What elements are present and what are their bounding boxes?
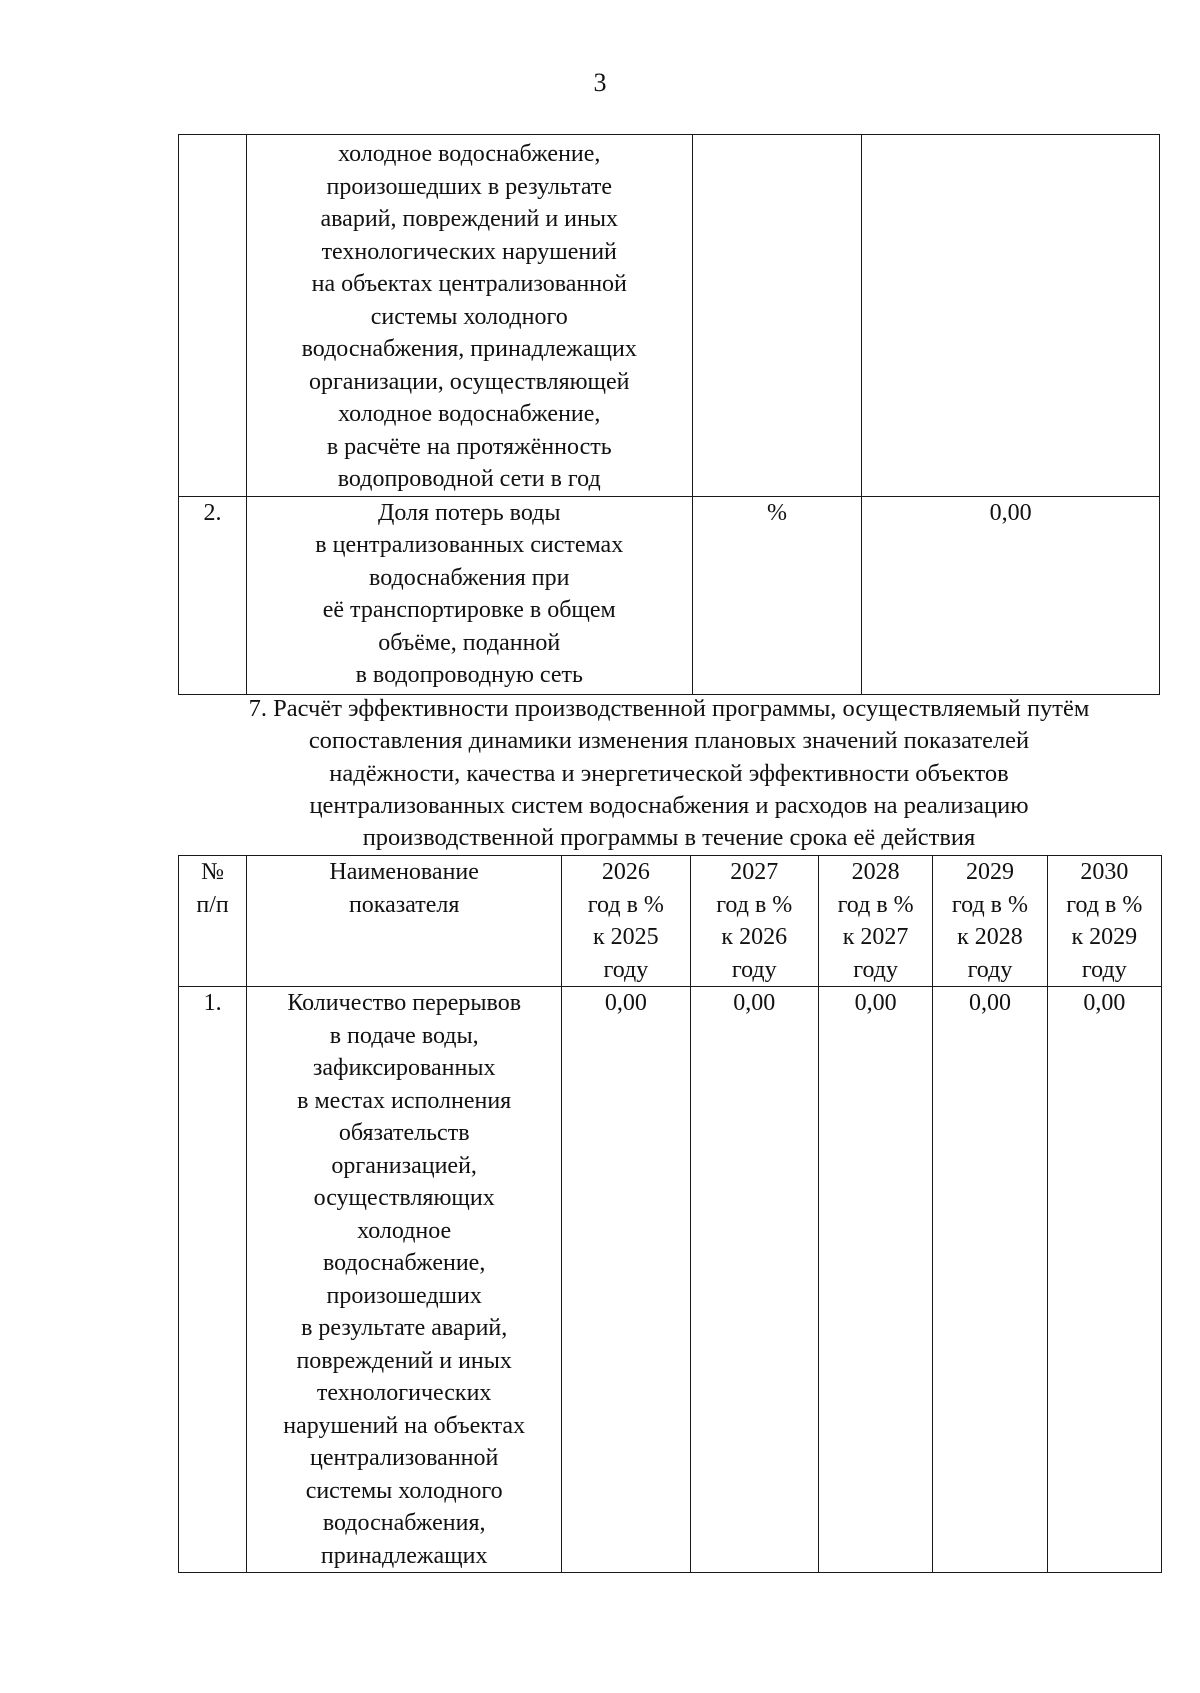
name-line: холодное bbox=[357, 1217, 452, 1244]
header-year-2027-cell: 2027 год в % к 2026 году bbox=[690, 856, 818, 987]
name-line: объёме, поданной bbox=[378, 629, 561, 656]
row-number-cell: 2. bbox=[179, 496, 247, 694]
name-line: в местах исполнения bbox=[297, 1087, 512, 1114]
name-line: в централизованных системах bbox=[315, 532, 624, 558]
name-line: водоснабжения, принадлежащих bbox=[301, 336, 637, 362]
name-line: водоснабжение, bbox=[323, 1250, 486, 1276]
name-line: Доля потерь воды bbox=[377, 499, 561, 526]
name-line: нарушений на объектах bbox=[283, 1412, 526, 1439]
table-row bbox=[179, 496, 1160, 694]
name-line: произошедших bbox=[326, 1282, 482, 1309]
value-2030-cell: 0,00 bbox=[1047, 987, 1161, 1573]
name-line: в результате аварий, bbox=[301, 1315, 508, 1341]
value-cell: 0,00 bbox=[862, 496, 1160, 694]
value-2029-cell: 0,00 bbox=[933, 987, 1047, 1573]
table-header-row bbox=[179, 856, 1162, 987]
table-row bbox=[179, 987, 1162, 1573]
name-line: технологических bbox=[316, 1380, 492, 1406]
section-heading bbox=[178, 693, 1160, 854]
unit-cell bbox=[692, 135, 862, 497]
header-year-2029-cell: 2029 год в % к 2028 году bbox=[933, 856, 1047, 987]
value-2028-cell: 0,00 bbox=[818, 987, 932, 1573]
header-year-2028-cell: 2028 год в % к 2027 году bbox=[818, 856, 932, 987]
name-line: водоснабжения, bbox=[322, 1510, 486, 1536]
row-number-cell: 1. bbox=[179, 987, 247, 1573]
name-line: аварий, повреждений и иных bbox=[320, 206, 618, 232]
name-line: технологических нарушений bbox=[321, 238, 617, 265]
name-line: осуществляющих bbox=[313, 1185, 495, 1211]
name-line: системы холодного bbox=[305, 1477, 503, 1504]
heading-line: производственной программы в течение срока её действия bbox=[362, 824, 976, 852]
indicator-name-cell bbox=[247, 987, 562, 1573]
header-name-cell: Наименование показателя bbox=[247, 856, 562, 987]
name-line: её транспортировке в общем bbox=[322, 597, 616, 623]
name-line: организации, осуществляющей bbox=[308, 368, 630, 395]
row-number-cell bbox=[179, 135, 247, 497]
name-line: Количество перерывов bbox=[287, 990, 522, 1016]
name-line: в водопроводную сеть bbox=[355, 662, 583, 688]
header-num-cell: № п/п bbox=[179, 856, 247, 987]
name-line: в подаче воды, bbox=[329, 1022, 479, 1049]
name-line: на объектах централизованной bbox=[311, 271, 627, 297]
page-number: 3 bbox=[593, 68, 607, 97]
name-line: водопроводной сети в год bbox=[337, 466, 601, 492]
header-year-2026-cell: 2026 год в % к 2025 году bbox=[562, 856, 690, 987]
name-line: холодное водоснабжение, bbox=[338, 141, 601, 167]
heading-line: сопоставления динамики изменения плановых значений показателей bbox=[308, 727, 1030, 755]
table-row bbox=[179, 135, 1160, 497]
header-year-2030-cell: 2030 год в % к 2029 году bbox=[1047, 856, 1161, 987]
heading-line: 7. Расчёт эффективности производственной программы, осуществляемый путём bbox=[248, 695, 1090, 722]
name-line: организацией, bbox=[331, 1152, 477, 1179]
value-2026-cell: 0,00 bbox=[562, 987, 690, 1573]
name-line: системы холодного bbox=[370, 303, 568, 330]
value-cell bbox=[862, 135, 1160, 497]
name-line: зафиксированных bbox=[312, 1055, 496, 1081]
name-line: повреждений и иных bbox=[296, 1347, 512, 1374]
name-line: холодное водоснабжение, bbox=[338, 401, 601, 427]
name-line: централизованной bbox=[310, 1445, 499, 1471]
unit-cell: % bbox=[692, 496, 862, 694]
indicator-name-cell bbox=[246, 135, 692, 497]
name-line: принадлежащих bbox=[320, 1542, 488, 1569]
heading-line: надёжности, качества и энергетической эффективности объектов bbox=[329, 759, 1009, 787]
indicators-table-continued bbox=[178, 134, 1160, 695]
indicator-name-cell bbox=[246, 496, 692, 694]
value-2027-cell: 0,00 bbox=[690, 987, 818, 1573]
name-line: произошедших в результате bbox=[326, 173, 613, 200]
name-line: обязательств bbox=[338, 1120, 470, 1146]
heading-line: централизованных систем водоснабжения и расходов на реализацию bbox=[309, 791, 1029, 819]
efficiency-table bbox=[178, 855, 1162, 1573]
name-line: водоснабжения при bbox=[369, 564, 570, 591]
name-line: в расчёте на протяжённость bbox=[326, 433, 612, 460]
